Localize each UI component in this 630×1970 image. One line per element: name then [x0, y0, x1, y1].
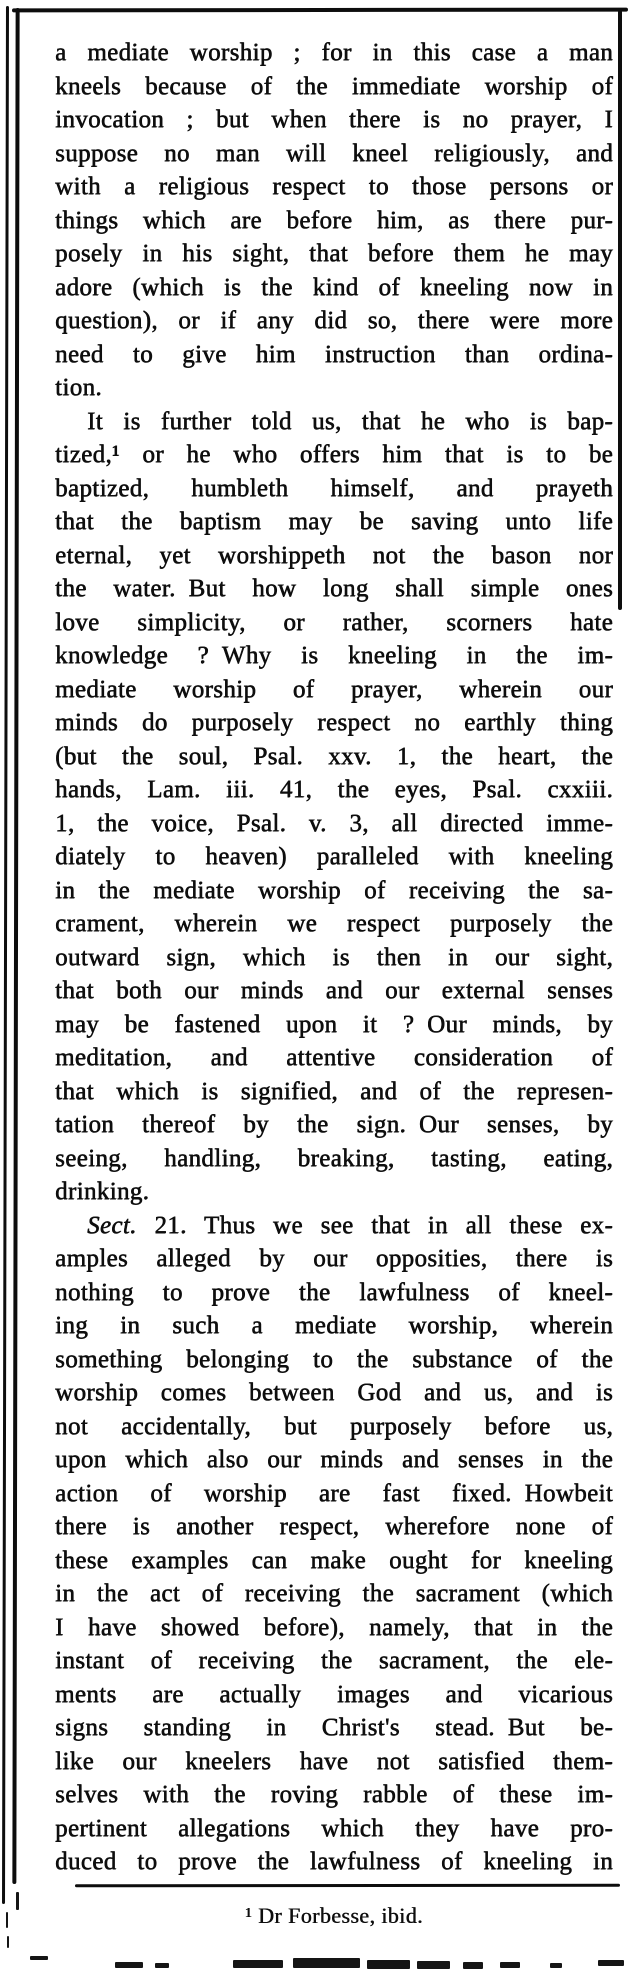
text-line: in the mediate worship of receiving the sa-: [55, 876, 613, 904]
text-line: pertinent allegations which they have pro-: [55, 1814, 613, 1842]
text-line: like our kneelers have not satisfied them-: [55, 1747, 613, 1775]
text-line: with a religious respect to those persons or: [55, 173, 613, 200]
text-line: the water. But how long shall simple ones: [55, 575, 613, 602]
text-line: signs standing in Christ's stead. But be-: [55, 1714, 613, 1741]
cutoff-text-fragment: [293, 1958, 360, 1968]
text-line: drinking.: [55, 1178, 150, 1205]
cutoff-text-fragment: [7, 1936, 9, 1948]
text-line: knowledge ? Why is kneeling in the im-: [55, 642, 613, 669]
text-line: selves with the roving rabble of these im-: [55, 1781, 613, 1808]
text-line: question), or if any did so, there were more: [55, 307, 613, 334]
text-line: Sect. 21. Thus we see that in all these ex-: [87, 1211, 613, 1239]
text-line: adore (which is the kind of kneeling now in: [55, 273, 613, 301]
text-line: meditation, and attentive consideration of: [55, 1044, 613, 1071]
text-line: love simplicity, or rather, scorners hate: [55, 608, 613, 636]
cutoff-text-fragment: [463, 1962, 483, 1969]
text-line: tized,¹ or he who offers him that is to be: [55, 441, 613, 468]
text-line: that the baptism may be saving unto life: [55, 508, 613, 535]
cutoff-text-fragment: [155, 1963, 169, 1968]
text-line: these examples can make ought for kneeling: [55, 1546, 613, 1574]
text-line: may be fastened upon it ? Our minds, by: [55, 1010, 613, 1038]
cutoff-text-fragment: [367, 1960, 410, 1969]
text-line: amples alleged by our opposities, there is: [55, 1245, 613, 1272]
text-line: (but the soul, Psal. xxv. 1, the heart, the: [55, 742, 613, 770]
text-line: posely in his sight, that before them he may: [55, 240, 613, 267]
text-line: upon which also our minds and senses in the: [55, 1446, 613, 1473]
text-line: there is another respect, wherefore none of: [55, 1513, 613, 1540]
text-line: that which is signified, and of the represen-: [55, 1077, 613, 1105]
left-inner-border-rule: [12, 8, 19, 1884]
text-line: things which are before him, as there pur-: [55, 206, 613, 234]
cutoff-text-fragment: [30, 1956, 48, 1960]
text-line: I have showed before), namely, that in the: [55, 1613, 613, 1641]
cutoff-text-fragment: [6, 1912, 8, 1928]
cutoff-text-fragment: [233, 1960, 283, 1968]
right-border-rule: [618, 10, 622, 610]
footnote: ¹ Dr Forbesse, ibid.: [245, 1903, 423, 1928]
cutoff-text-fragment: [598, 1960, 624, 1966]
left-outer-border-rule: [2, 6, 9, 1904]
text-line: instant of receiving the sacrament, the ele-: [55, 1647, 613, 1674]
text-line: tion.: [55, 374, 102, 401]
text-block: [55, 36, 613, 1879]
text-line: ments are actually images and vicarious: [55, 1680, 613, 1708]
text-line: suppose no man will kneel religiously, and: [55, 139, 613, 167]
text-line: crament, wherein we respect purposely the: [55, 910, 613, 937]
text-line: that both our minds and our external senses: [55, 977, 613, 1004]
text-line: eternal, yet worshippeth not the bason nor: [55, 541, 613, 569]
cutoff-text-fragment: [550, 1963, 562, 1968]
text-line: nothing to prove the lawfulness of kneel-: [55, 1278, 613, 1306]
text-line: 1, the voice, Psal. v. 3, all directed imme-: [55, 809, 613, 837]
top-border-rule: [12, 8, 628, 13]
text-line: in the act of receiving the sacrament (which: [55, 1580, 613, 1607]
text-line: a mediate worship ; for in this case a man: [55, 39, 613, 66]
text-line: outward sign, which is then in our sight,: [55, 943, 613, 971]
text-line: hands, Lam. iii. 41, the eyes, Psal. cxxiii.: [55, 776, 613, 803]
cutoff-text-fragment: [417, 1961, 450, 1969]
text-line: duced to prove the lawfulness of kneeling in: [55, 1848, 613, 1875]
cutoff-text-fragment: [500, 1962, 520, 1968]
text-line: worship comes between God and us, and is: [55, 1379, 613, 1406]
text-line: minds do purposely respect no earthly thing: [55, 709, 613, 736]
footnote-separator-rule: [75, 1884, 620, 1887]
text-line: not accidentally, but purposely before us,: [55, 1412, 613, 1440]
text-line: invocation ; but when there is no prayer, I: [55, 106, 613, 133]
text-line: kneels because of the immediate worship of: [55, 72, 613, 100]
text-line: diately to heaven) paralleled with kneeling: [55, 843, 613, 870]
text-line: baptized, humbleth himself, and prayeth: [55, 474, 613, 502]
cutoff-text-fragment: [16, 1892, 19, 1910]
text-line: action of worship are fast fixed. Howbeit: [55, 1479, 613, 1507]
text-line: tation thereof by the sign. Our senses, by: [55, 1111, 613, 1138]
text-line: need to give him instruction than ordina-: [55, 340, 613, 368]
text-line: something belonging to the substance of the: [55, 1345, 613, 1373]
cutoff-text-fragment: [115, 1962, 143, 1968]
text-line: mediate worship of prayer, wherein our: [55, 675, 613, 703]
text-line: ing in such a mediate worship, wherein: [55, 1312, 613, 1339]
text-line: seeing, handling, breaking, tasting, eating,: [55, 1144, 613, 1172]
text-line: It is further told us, that he who is bap-: [87, 407, 613, 435]
